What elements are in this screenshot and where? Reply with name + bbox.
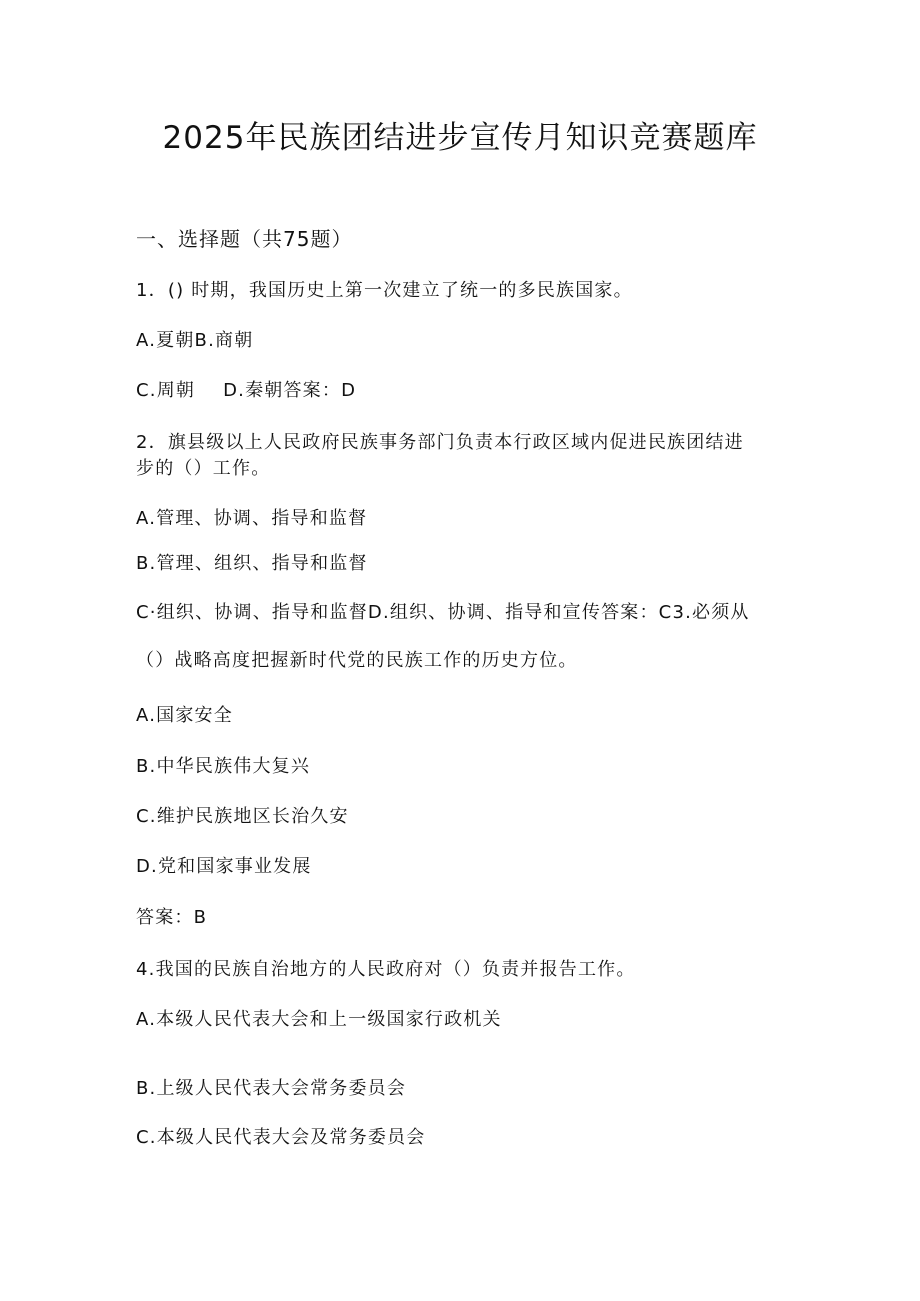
question-2-option-a: A.管理、协调、指导和监督: [136, 508, 368, 529]
question-3-answer: 答案：B: [136, 907, 208, 928]
question-4-option-c: C.本级人民代表大会及常务委员会: [136, 1127, 426, 1148]
question-1-options-ab: A.夏朝B.商朝: [136, 330, 254, 351]
question-4: 4.我国的民族自治地方的人民政府对（）负责并报告工作。: [136, 959, 636, 980]
question-2-options-cd-answer: C·组织、协调、指导和监督D.组织、协调、指导和宣传答案：C3.必须从: [136, 602, 750, 623]
section-heading: 一、选择题（共75题）: [136, 227, 353, 251]
question-3-option-d: D.党和国家事业发展: [136, 856, 312, 877]
question-1: 1．() 时期，我国历史上第一次建立了统一的多民族国家。: [136, 280, 633, 301]
question-4-option-a: A.本级人民代表大会和上一级国家行政机关: [136, 1009, 502, 1030]
question-3-option-b: B.中华民族伟大复兴: [136, 756, 311, 777]
question-2-line-1: 2．旗县级以上人民政府民族事务部门负责本行政区域内促进民族团结进: [136, 432, 744, 453]
question-3-option-a: A.国家安全: [136, 705, 233, 726]
question-3-text: （）战略高度把握新时代党的民族工作的历史方位。: [136, 650, 578, 671]
question-4-option-b: B.上级人民代表大会常务委员会: [136, 1078, 407, 1099]
question-1-option-d-answer: D.秦朝答案：D: [223, 380, 357, 401]
question-1-options-cd: [136, 378, 356, 404]
question-2-option-b: B.管理、组织、指导和监督: [136, 553, 368, 574]
question-1-option-c: C.周朝: [136, 380, 196, 401]
question-3-option-c: C.维护民族地区长治久安: [136, 806, 349, 827]
question-2-line-2: 步的（）工作。: [136, 458, 271, 479]
document-title: 2025年民族团结进步宣传月知识竞赛题库: [162, 120, 758, 156]
